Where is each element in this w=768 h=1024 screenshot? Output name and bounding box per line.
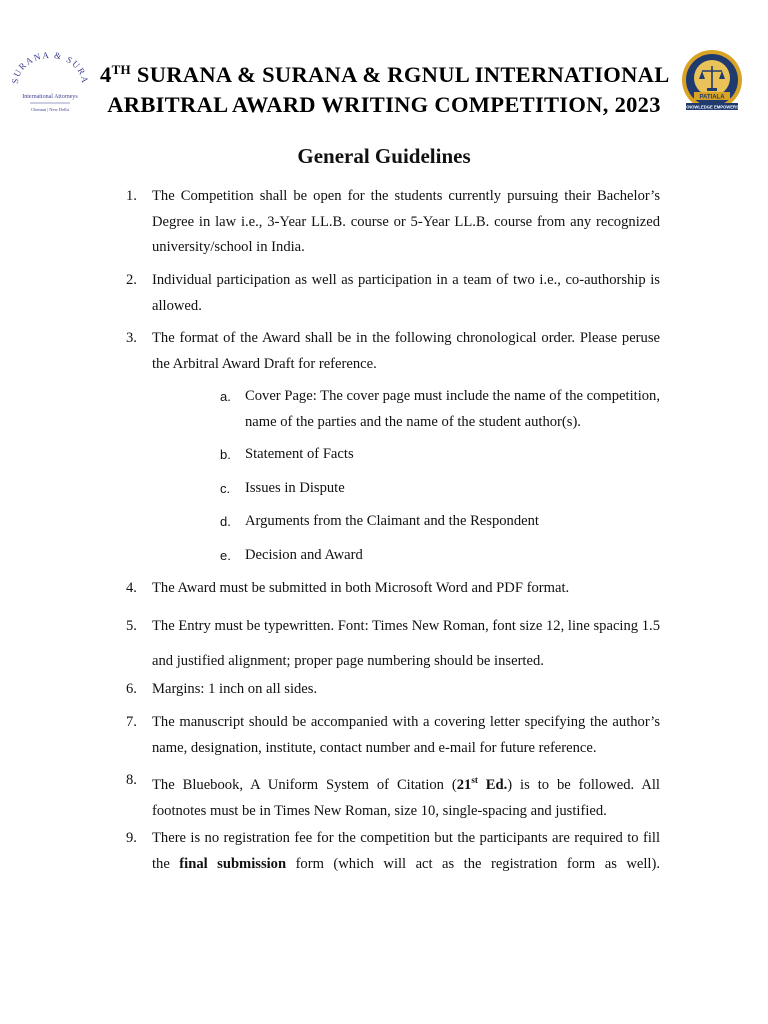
item-number: 8. bbox=[126, 772, 137, 788]
guideline-item bbox=[126, 710, 660, 761]
rgnul-seal bbox=[680, 48, 744, 114]
sub-item-text: Arguments from the Claimant and the Respondent bbox=[245, 513, 539, 529]
sub-item-text: Decision and Award bbox=[245, 547, 363, 563]
item-number: 7. bbox=[126, 714, 137, 730]
final-submission-label: final submission bbox=[179, 855, 287, 872]
item-text: The Entry must be typewritten. Font: Times New Roman, font size 12, line spacing 1.5 and justified alignment; proper page numbering should be inserted. bbox=[152, 618, 660, 669]
guideline-item bbox=[126, 326, 660, 377]
page-title: General Guidelines bbox=[297, 144, 471, 168]
competition-title bbox=[100, 55, 668, 120]
sub-item bbox=[220, 476, 660, 502]
sub-item-text: Cover Page: The cover page must include the name of the competition, name of the parties and the name of the student author(s). bbox=[245, 388, 660, 430]
item-number: 1. bbox=[126, 188, 137, 204]
item-number: 3. bbox=[126, 330, 137, 346]
item-text: The format of the Award shall be in the following chronological order. Please peruse the Arbitral Award Draft for reference. bbox=[152, 330, 660, 372]
sub-item bbox=[220, 384, 660, 435]
guideline-item bbox=[126, 609, 660, 679]
edition-label: 21st Ed. bbox=[456, 775, 508, 793]
seal-band-text: PATIALA bbox=[699, 94, 725, 101]
guideline-item bbox=[126, 826, 660, 877]
sub-item-letter: b. bbox=[220, 447, 231, 462]
item-number: 6. bbox=[126, 681, 137, 697]
item-number: 9. bbox=[126, 830, 137, 846]
logo-subtitle: International Attorneys bbox=[22, 94, 78, 100]
guideline-item bbox=[126, 268, 660, 319]
guideline-item bbox=[126, 768, 660, 824]
item-text: Individual participation as well as participation in a team of two i.e., co-authorship is allowed. bbox=[152, 272, 660, 314]
surana-logo bbox=[10, 50, 90, 120]
sub-item-letter: a. bbox=[220, 389, 231, 404]
item-text: The Award must be submitted in both Microsoft Word and PDF format. bbox=[152, 580, 570, 596]
item-text: Margins: 1 inch on all sides. bbox=[152, 681, 318, 697]
logo-cities: Chennai | New Delhi bbox=[31, 107, 69, 112]
rgnul-seal-icon bbox=[680, 48, 744, 114]
item-number: 2. bbox=[126, 272, 137, 288]
seal-motto: KNOWLEDGE EMPOWERS bbox=[685, 104, 739, 110]
sub-item bbox=[220, 509, 660, 535]
title-line-1: 4TH SURANA & SURANA & RGNUL INTERNATIONAL bbox=[100, 62, 670, 87]
guideline-item bbox=[126, 576, 660, 602]
svg-text:SURANA & SURANA bbox=[10, 50, 90, 85]
guideline-item bbox=[126, 184, 660, 261]
guideline-item bbox=[126, 677, 660, 703]
sub-item-letter: c. bbox=[220, 481, 231, 496]
sub-item-letter: e. bbox=[220, 548, 231, 563]
sub-item-text: Statement of Facts bbox=[245, 446, 354, 462]
sub-item-text: Issues in Dispute bbox=[245, 480, 345, 496]
logo-arc-text: SURANA & SURA bbox=[10, 50, 90, 85]
item-number: 4. bbox=[126, 580, 137, 596]
item-text: The manuscript should be accompanied with a covering letter specifying the author’s name, designation, institute, contact number and e-mail for future reference. bbox=[152, 714, 660, 756]
title-line-2: ARBITRAL AWARD WRITING COMPETITION, 2023 bbox=[107, 92, 661, 117]
sub-item bbox=[220, 442, 660, 468]
item-text: There is no registration fee for the competition but the participants are required to fill the final submission form (which will act as the registration form as well). bbox=[152, 830, 660, 872]
surana-logo-icon bbox=[10, 50, 90, 120]
sub-item-letter: d. bbox=[220, 514, 231, 529]
sub-item bbox=[220, 543, 660, 569]
item-number: 5. bbox=[126, 618, 137, 634]
item-text: The Bluebook, A Uniform System of Citation (21st Ed.) is to be followed. All footnotes must be in Times New Roman, size 10, single-spacing and justified. bbox=[152, 775, 660, 819]
item-text: The Competition shall be open for the students currently pursuing their Bachelor’s Degree in law i.e., 3-Year LL.B. course or 5-Year LL.B. course from any recognized university/school in India. bbox=[152, 188, 660, 255]
